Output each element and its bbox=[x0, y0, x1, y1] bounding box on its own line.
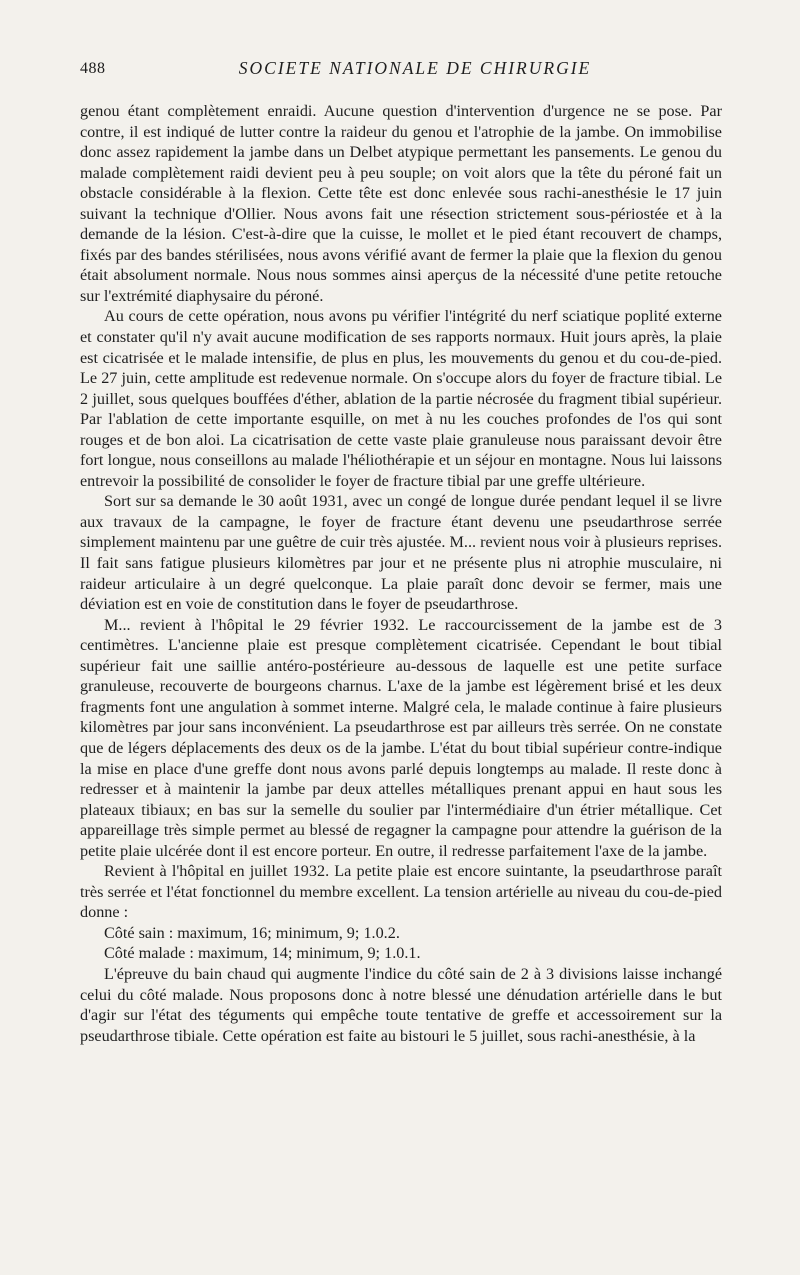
blood-pressure-affected-side: Côté malade : maximum, 14; minimum, 9; 1.0.1. bbox=[104, 944, 421, 963]
paragraph: Revient à l'hôpital en juillet 1932. La petite plaie est encore suintante, la pseudarthrose paraît très serrée et l'état fonctionnel du membre excellent. La tension artérielle au niveau du cou-de-pied donne : bbox=[80, 862, 722, 922]
paragraph: Sort sur sa demande le 30 août 1931, avec un congé de longue durée pendant lequel il se livre aux travaux de la campagne, le foyer de fracture étant devenu une pseudarthrose serrée simplement maintenu par une guêtre de cuir très ajustée. M... revient nous voir à plusieurs reprises. Il fait sans fatigue plusieurs kilomètres par jour et ne présente plus ni atrophie musculaire, ni raideur articulaire à un degré quelconque. La plaie paraît donc devoir se fermer, mais une déviation est en voie de constitution dans le foyer de pseudarthrose. bbox=[80, 492, 722, 614]
body-text bbox=[80, 101, 722, 1046]
page-number: 488 bbox=[80, 60, 106, 77]
paragraph: L'épreuve du bain chaud qui augmente l'indice du côté sain de 2 à 3 divisions laisse inchangé celui du côté malade. Nous proposons donc à notre blessé une dénudation artérielle dans le but d'agir sur l'état des téguments qui empêche toute tentative de greffe et accessoirement sur la pseudarthrose tibiale. Cette opération est faite au bistouri le 5 juillet, sous rachi-anesthésie, à la bbox=[80, 964, 722, 1045]
paragraph: genou étant complètement enraidi. Aucune question d'intervention d'urgence ne se pose. Par contre, il est indiqué de lutter contre la raideur du genou et l'atrophie de la jambe. On immobilise donc assez rapidement la jambe dans un Delbet atypique permettant les pansements. Le genou du malade complètement raidi devient peu à peu souple; on voit alors que la tête du péroné fait un obstacle considérable à la flexion. Cette tête est donc enlevée sous rachi-anesthésie le 17 juin suivant la technique d'Ollier. Nous avons fait une résection strictement sous-périostée et à la demande de la lésion. C'est-à-dire que la cuisse, le mollet et le pied étant recouvert de champs, fixés par des bandes stérilisées, nous avons vérifié avant de fermer la plaie que la flexion du genou était absolument normale. Nous nous sommes ainsi aperçus de la nécessité d'une petite retouche sur l'extrémité diaphysaire du péroné. bbox=[80, 102, 722, 305]
paragraph: Au cours de cette opération, nous avons pu vérifier l'intégrité du nerf sciatique poplité externe et constater qu'il n'y avait aucune modification de ses rapports normaux. Huit jours après, la plaie est cicatrisée et le malade intensifie, de plus en plus, les mouvements du genou et du cou-de-pied. Le 27 juin, cette amplitude est redevenue normale. On s'occupe alors du foyer de fracture tibial. Le 2 juillet, sous quelques bouffées d'éther, ablation de la partie nécrosée du fragment tibial supérieur. Par l'ablation de cette importante esquille, on met à nu les couches profondes de l'os qui sont rouges et de bon aloi. La cicatrisation de cette vaste plaie granuleuse nous paraissant devoir être fort longue, nous conseillons au malade l'héliothérapie et un séjour en montagne. Nous lui laissons entrevoir la possibilité de consolider le foyer de fracture tibial par une greffe ultérieure. bbox=[80, 307, 722, 490]
paragraph: M... revient à l'hôpital le 29 février 1932. Le raccourcissement de la jambe est de 3 centimètres. L'ancienne plaie est presque complètement cicatrisée. Cependant le bout tibial supérieur fait une saillie antéro-postérieure au-dessous de laquelle est une petite surface granuleuse, recouverte de bourgeons charnus. L'axe de la jambe est légèrement brisé et les deux fragments font une angulation à sommet interne. Malgré cela, le malade continue à faire plusieurs kilomètres par jour sans inconvénient. La pseudarthrose est par ailleurs très serrée. On ne constate que de légers déplacements des deux os de la jambe. L'état du bout tibial supérieur contre-indique la mise en place d'une greffe dont nous avons parlé depuis longtemps au malade. Il reste donc à redresser et à maintenir la jambe par deux attelles métalliques prenant appui en haut sous les plateaux tibiaux; en bas sur la semelle du soulier par l'intermédiaire d'un étrier métallique. Cet appareillage très simple permet au blessé de regagner la campagne pour attendre la guérison de la petite plaie ulcérée dont il est encore porteur. En outre, il redresse parfaitement l'axe de la jambe. bbox=[80, 615, 722, 860]
journal-title: SOCIETE NATIONALE DE CHIRURGIE bbox=[238, 58, 592, 78]
blood-pressure-healthy-side: Côté sain : maximum, 16; minimum, 9; 1.0.2. bbox=[104, 923, 400, 942]
running-head bbox=[80, 58, 720, 84]
